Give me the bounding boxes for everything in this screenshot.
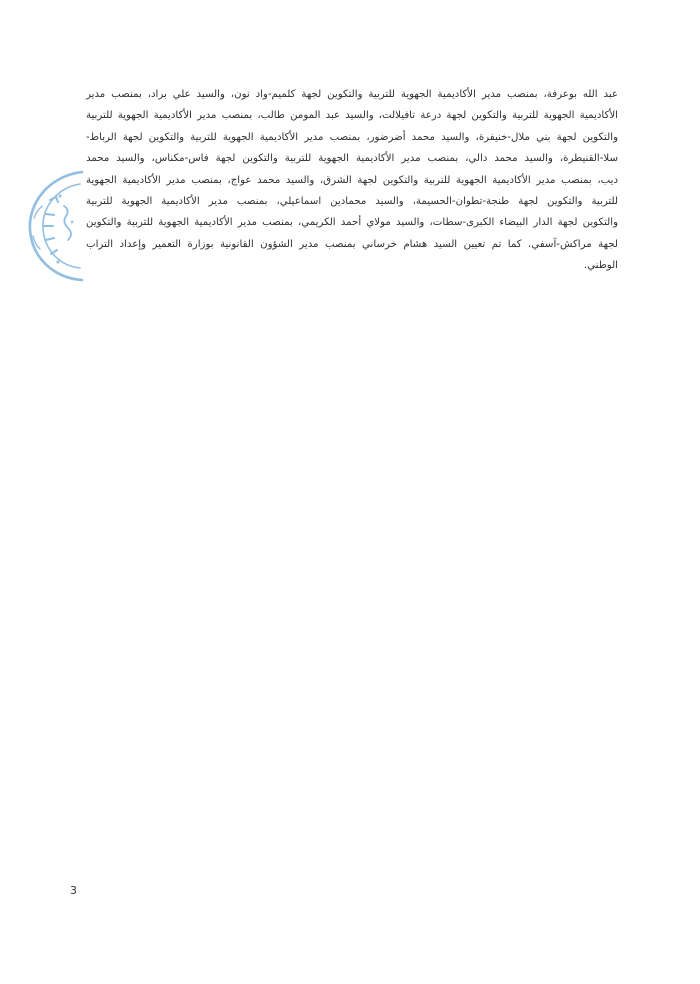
text-line: والتكوين لجهة بني ملال-خنيفرة، والسيد محمد أضرضور، بمنصب مدير الأكاديمية الجهوية للتربية والتكوين لجهة الرباط- [86, 131, 618, 143]
text-line: عبد الله بوعرفة، بمنصب مدير الأكاديمية الجهوية للتربية والتكوين لجهة كلميم-واد نون، والسيد علي براد، بمنصب مدير [86, 89, 618, 100]
page-number: 3 [70, 884, 77, 897]
text-line: والتكوين لجهة الدار البيضاء الكبرى-سطات، والسيد مولاي أحمد الكريمي، بمنصب مدير الأكاديمية الجهوية للتربية والتكوين [86, 217, 618, 229]
text-line: الأكاديمية الجهوية للتربية والتكوين لجهة درعة تافيلالت، والسيد عبد المومن طالب، بمنصب مدير الأكاديمية الجهوية للتربية [86, 110, 618, 122]
text-line: لجهة مراكش-آسفي. كما تم تعيين السيد هشام خرساني بمنصب مدير الشؤون القانونية بوزارة التعمير وإعداد التراب [86, 238, 618, 250]
text-line: سلا-القنيطرة، والسيد محمد دالي، بمنصب مدير الأكاديمية الجهوية للتربية والتكوين لجهة فاس-مكناس، والسيد محمد [86, 153, 618, 165]
body-paragraph [86, 84, 618, 277]
text-line: للتربية والتكوين لجهة طنجة-تطوان-الحسيمة، والسيد محمادين اسماعيلي، بمنصب مدير الأكاديمية الجهوية للتربية [86, 196, 618, 208]
text-line: الوطني. [583, 260, 618, 272]
text-line: ديب، بمنصب مدير الأكاديمية الجهوية للتربية والتكوين لجهة الشرق، والسيد محمد عواج، بمنصب مدير الأكاديمية الجهوية [86, 174, 618, 186]
